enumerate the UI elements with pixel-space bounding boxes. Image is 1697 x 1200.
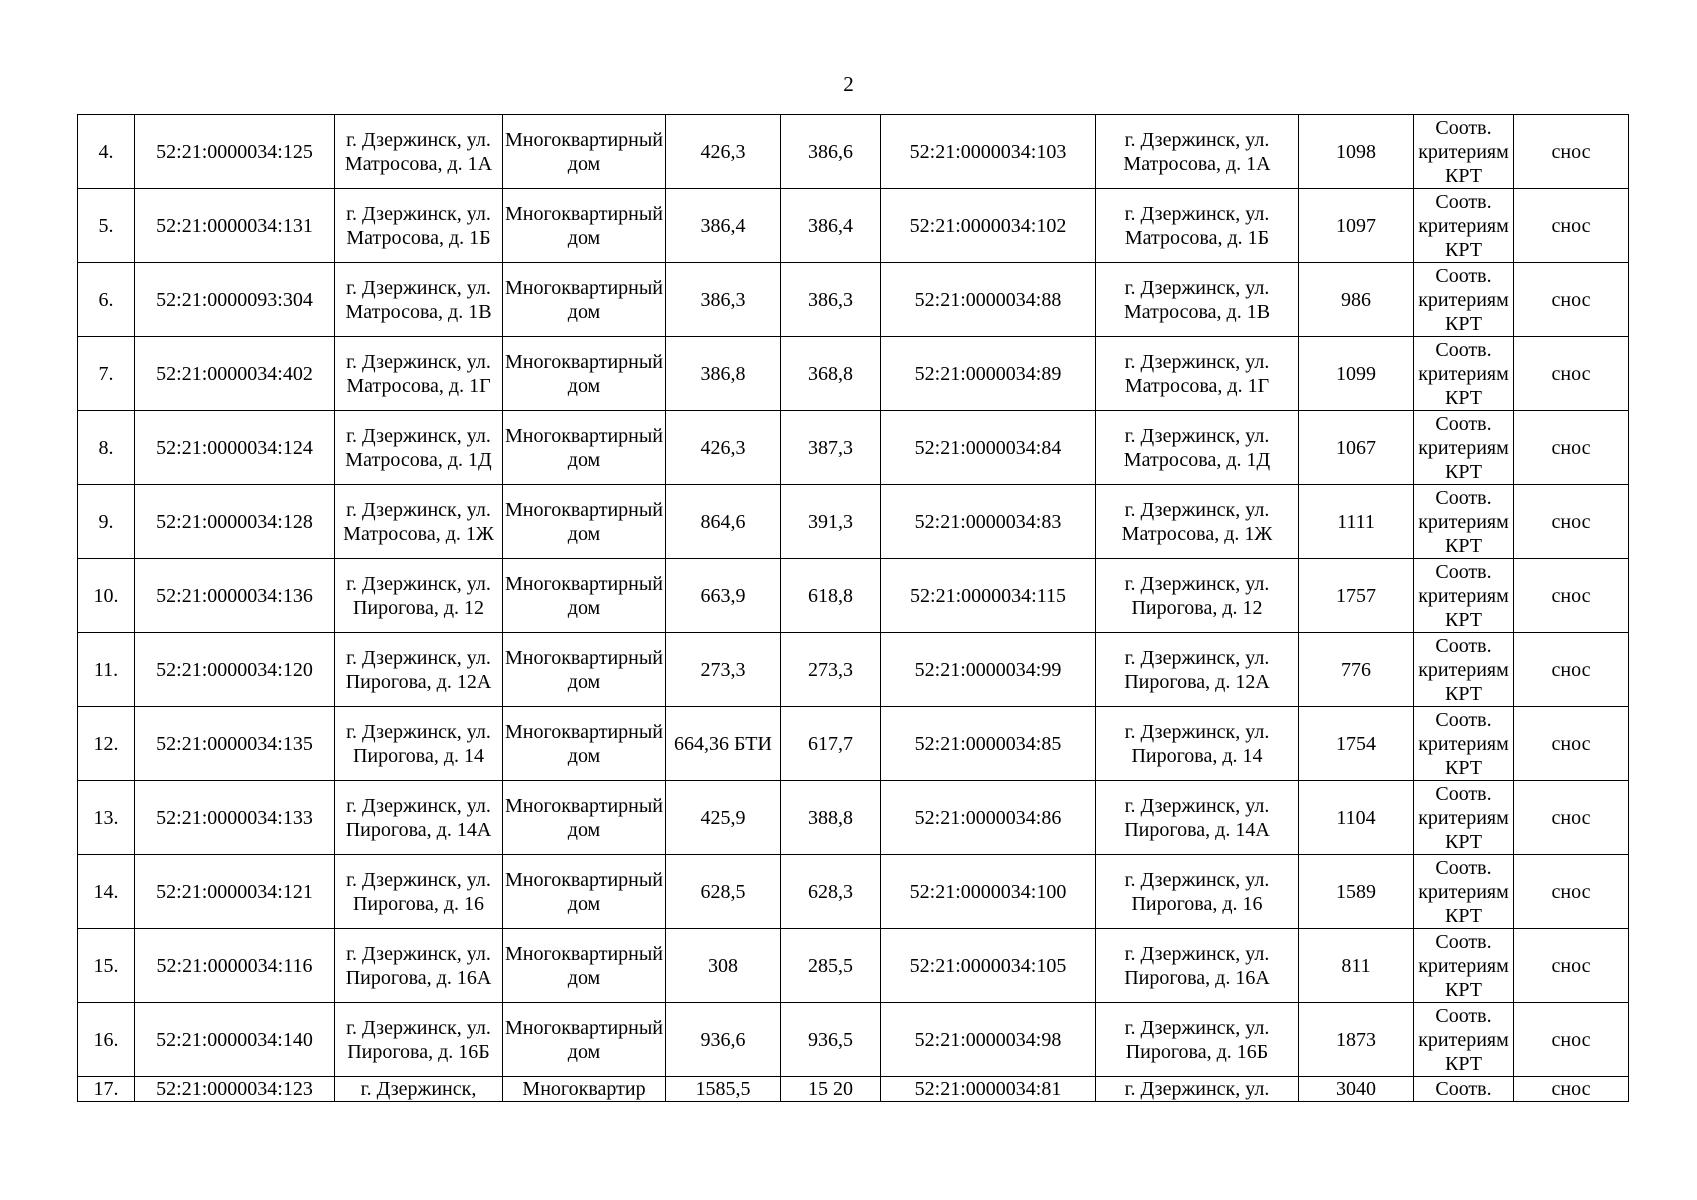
criteria: Соотв. критериям КРТ [1414, 855, 1514, 929]
code: 811 [1299, 929, 1414, 1003]
object-type: Многоквартирный дом [503, 855, 666, 929]
area-total: 628,5 [666, 855, 781, 929]
object-type: Многоквартирный дом [503, 411, 666, 485]
area-total: 308 [666, 929, 781, 1003]
code: 1111 [1299, 485, 1414, 559]
criteria: Соотв. критериям КРТ [1414, 337, 1514, 411]
row-number: 17. [78, 1077, 135, 1102]
address: г. Дзержинск, [335, 1077, 503, 1102]
building-address: г. Дзержинск, ул. Пирогова, д. 16А [1096, 929, 1299, 1003]
object-type: Многоквартирный дом [503, 929, 666, 1003]
object-type: Многоквартирный дом [503, 263, 666, 337]
building-address: г. Дзержинск, ул. Пирогова, д. 16Б [1096, 1003, 1299, 1077]
action: снос [1514, 559, 1629, 633]
table-row [78, 855, 1629, 929]
area-living: 628,3 [781, 855, 881, 929]
code: 1104 [1299, 781, 1414, 855]
address: г. Дзержинск, ул. Матросова, д. 1В [335, 263, 503, 337]
code: 1067 [1299, 411, 1414, 485]
action: снос [1514, 1077, 1629, 1102]
building-address: г. Дзержинск, ул. Пирогова, д. 12А [1096, 633, 1299, 707]
cadastral-number-land: 52:21:0000034:131 [135, 189, 335, 263]
action: снос [1514, 707, 1629, 781]
action: снос [1514, 633, 1629, 707]
table-row [78, 189, 1629, 263]
object-type: Многоквартирный дом [503, 1003, 666, 1077]
object-type: Многоквартирный дом [503, 115, 666, 189]
table-body [78, 115, 1629, 1102]
area-total: 425,9 [666, 781, 781, 855]
area-living: 388,8 [781, 781, 881, 855]
code: 776 [1299, 633, 1414, 707]
row-number: 10. [78, 559, 135, 633]
cadastral-number-land: 52:21:0000034:125 [135, 115, 335, 189]
building-address: г. Дзержинск, ул. Матросова, д. 1Б [1096, 189, 1299, 263]
area-living: 386,3 [781, 263, 881, 337]
building-address: г. Дзержинск, ул. Матросова, д. 1Г [1096, 337, 1299, 411]
cadastral-number-building: 52:21:0000034:115 [881, 559, 1096, 633]
action: снос [1514, 115, 1629, 189]
cadastral-number-land: 52:21:0000034:402 [135, 337, 335, 411]
area-living: 15 20 [781, 1077, 881, 1102]
cadastral-number-land: 52:21:0000034:116 [135, 929, 335, 1003]
area-total: 386,4 [666, 189, 781, 263]
criteria: Соотв. критериям КРТ [1414, 485, 1514, 559]
area-living: 386,4 [781, 189, 881, 263]
criteria: Соотв. критериям КРТ [1414, 781, 1514, 855]
address: г. Дзержинск, ул. Матросова, д. 1А [335, 115, 503, 189]
area-living: 936,5 [781, 1003, 881, 1077]
action: снос [1514, 189, 1629, 263]
criteria: Соотв. критериям КРТ [1414, 633, 1514, 707]
area-total: 273,3 [666, 633, 781, 707]
cadastral-number-land: 52:21:0000093:304 [135, 263, 335, 337]
object-type: Многоквартирный дом [503, 781, 666, 855]
area-total: 936,6 [666, 1003, 781, 1077]
area-total: 426,3 [666, 115, 781, 189]
cadastral-number-building: 52:21:0000034:88 [881, 263, 1096, 337]
cadastral-number-building: 52:21:0000034:98 [881, 1003, 1096, 1077]
code: 1097 [1299, 189, 1414, 263]
address: г. Дзержинск, ул. Пирогова, д. 12А [335, 633, 503, 707]
criteria: Соотв. критериям КРТ [1414, 1003, 1514, 1077]
cadastral-number-building: 52:21:0000034:84 [881, 411, 1096, 485]
criteria: Соотв. критериям КРТ [1414, 559, 1514, 633]
row-number: 5. [78, 189, 135, 263]
area-living: 273,3 [781, 633, 881, 707]
table-row [78, 263, 1629, 337]
building-address: г. Дзержинск, ул. Матросова, д. 1В [1096, 263, 1299, 337]
address: г. Дзержинск, ул. Матросова, д. 1Ж [335, 485, 503, 559]
table-row [78, 115, 1629, 189]
cadastral-number-land: 52:21:0000034:133 [135, 781, 335, 855]
criteria: Соотв. критериям КРТ [1414, 929, 1514, 1003]
row-number: 9. [78, 485, 135, 559]
area-total: 386,8 [666, 337, 781, 411]
address: г. Дзержинск, ул. Пирогова, д. 16Б [335, 1003, 503, 1077]
table-row [78, 559, 1629, 633]
code: 1098 [1299, 115, 1414, 189]
area-total: 864,6 [666, 485, 781, 559]
criteria: Соотв. критериям КРТ [1414, 411, 1514, 485]
row-number: 12. [78, 707, 135, 781]
page-number: 2 [843, 72, 854, 96]
row-number: 13. [78, 781, 135, 855]
area-living: 617,7 [781, 707, 881, 781]
address: г. Дзержинск, ул. Пирогова, д. 14А [335, 781, 503, 855]
area-total: 663,9 [666, 559, 781, 633]
address: г. Дзержинск, ул. Пирогова, д. 16 [335, 855, 503, 929]
address: г. Дзержинск, ул. Матросова, д. 1Г [335, 337, 503, 411]
action: снос [1514, 337, 1629, 411]
code: 1589 [1299, 855, 1414, 929]
row-number: 11. [78, 633, 135, 707]
code: 1757 [1299, 559, 1414, 633]
object-type: Многоквартирный дом [503, 485, 666, 559]
cadastral-number-building: 52:21:0000034:103 [881, 115, 1096, 189]
area-living: 618,8 [781, 559, 881, 633]
object-type: Многоквартирный дом [503, 559, 666, 633]
cadastral-number-building: 52:21:0000034:89 [881, 337, 1096, 411]
cadastral-number-land: 52:21:0000034:136 [135, 559, 335, 633]
table-row [78, 633, 1629, 707]
address: г. Дзержинск, ул. Матросова, д. 1Д [335, 411, 503, 485]
row-number: 16. [78, 1003, 135, 1077]
area-total: 386,3 [666, 263, 781, 337]
row-number: 7. [78, 337, 135, 411]
cadastral-number-building: 52:21:0000034:83 [881, 485, 1096, 559]
cadastral-number-land: 52:21:0000034:120 [135, 633, 335, 707]
area-living: 368,8 [781, 337, 881, 411]
action: снос [1514, 263, 1629, 337]
criteria: Соотв. критериям КРТ [1414, 189, 1514, 263]
table-row [78, 707, 1629, 781]
table-row-partial [78, 1077, 1629, 1102]
area-living: 387,3 [781, 411, 881, 485]
objects-table [77, 114, 1629, 1102]
cadastral-number-building: 52:21:0000034:99 [881, 633, 1096, 707]
object-type: Многоквартирный дом [503, 337, 666, 411]
building-address: г. Дзержинск, ул. [1096, 1077, 1299, 1102]
action: снос [1514, 855, 1629, 929]
building-address: г. Дзержинск, ул. Матросова, д. 1Ж [1096, 485, 1299, 559]
building-address: г. Дзержинск, ул. Матросова, д. 1Д [1096, 411, 1299, 485]
address: г. Дзержинск, ул. Пирогова, д. 14 [335, 707, 503, 781]
area-living: 285,5 [781, 929, 881, 1003]
cadastral-number-land: 52:21:0000034:128 [135, 485, 335, 559]
table-row [78, 1003, 1629, 1077]
area-living: 386,6 [781, 115, 881, 189]
action: снос [1514, 485, 1629, 559]
action: снос [1514, 781, 1629, 855]
row-number: 8. [78, 411, 135, 485]
building-address: г. Дзержинск, ул. Пирогова, д. 16 [1096, 855, 1299, 929]
cadastral-number-building: 52:21:0000034:81 [881, 1077, 1096, 1102]
building-address: г. Дзержинск, ул. Пирогова, д. 14 [1096, 707, 1299, 781]
address: г. Дзержинск, ул. Пирогова, д. 12 [335, 559, 503, 633]
cadastral-number-building: 52:21:0000034:105 [881, 929, 1096, 1003]
criteria: Соотв. критериям КРТ [1414, 263, 1514, 337]
area-total: 664,36 БТИ [666, 707, 781, 781]
row-number: 14. [78, 855, 135, 929]
code: 1754 [1299, 707, 1414, 781]
code: 1873 [1299, 1003, 1414, 1077]
cadastral-number-building: 52:21:0000034:85 [881, 707, 1096, 781]
table-row [78, 411, 1629, 485]
building-address: г. Дзержинск, ул. Пирогова, д. 14А [1096, 781, 1299, 855]
criteria: Соотв. критериям КРТ [1414, 115, 1514, 189]
address: г. Дзержинск, ул. Матросова, д. 1Б [335, 189, 503, 263]
building-address: г. Дзержинск, ул. Матросова, д. 1А [1096, 115, 1299, 189]
row-number: 15. [78, 929, 135, 1003]
code: 986 [1299, 263, 1414, 337]
area-living: 391,3 [781, 485, 881, 559]
cadastral-number-land: 52:21:0000034:123 [135, 1077, 335, 1102]
object-type: Многоквартирный дом [503, 633, 666, 707]
table-row [78, 781, 1629, 855]
object-type: Многоквартирный дом [503, 189, 666, 263]
object-type: Многоквартир [503, 1077, 666, 1102]
cadastral-number-building: 52:21:0000034:102 [881, 189, 1096, 263]
table-row [78, 485, 1629, 559]
code: 1099 [1299, 337, 1414, 411]
row-number: 4. [78, 115, 135, 189]
action: снос [1514, 929, 1629, 1003]
cadastral-number-land: 52:21:0000034:124 [135, 411, 335, 485]
criteria: Соотв. критериям КРТ [1414, 707, 1514, 781]
cadastral-number-land: 52:21:0000034:121 [135, 855, 335, 929]
building-address: г. Дзержинск, ул. Пирогова, д. 12 [1096, 559, 1299, 633]
address: г. Дзержинск, ул. Пирогова, д. 16А [335, 929, 503, 1003]
action: снос [1514, 1003, 1629, 1077]
table-row [78, 929, 1629, 1003]
cadastral-number-building: 52:21:0000034:86 [881, 781, 1096, 855]
area-total: 1585,5 [666, 1077, 781, 1102]
code: 3040 [1299, 1077, 1414, 1102]
object-type: Многоквартирный дом [503, 707, 666, 781]
action: снос [1514, 411, 1629, 485]
cadastral-number-land: 52:21:0000034:140 [135, 1003, 335, 1077]
cadastral-number-land: 52:21:0000034:135 [135, 707, 335, 781]
table-row [78, 337, 1629, 411]
criteria: Соотв. [1414, 1077, 1514, 1102]
row-number: 6. [78, 263, 135, 337]
area-total: 426,3 [666, 411, 781, 485]
cadastral-number-building: 52:21:0000034:100 [881, 855, 1096, 929]
